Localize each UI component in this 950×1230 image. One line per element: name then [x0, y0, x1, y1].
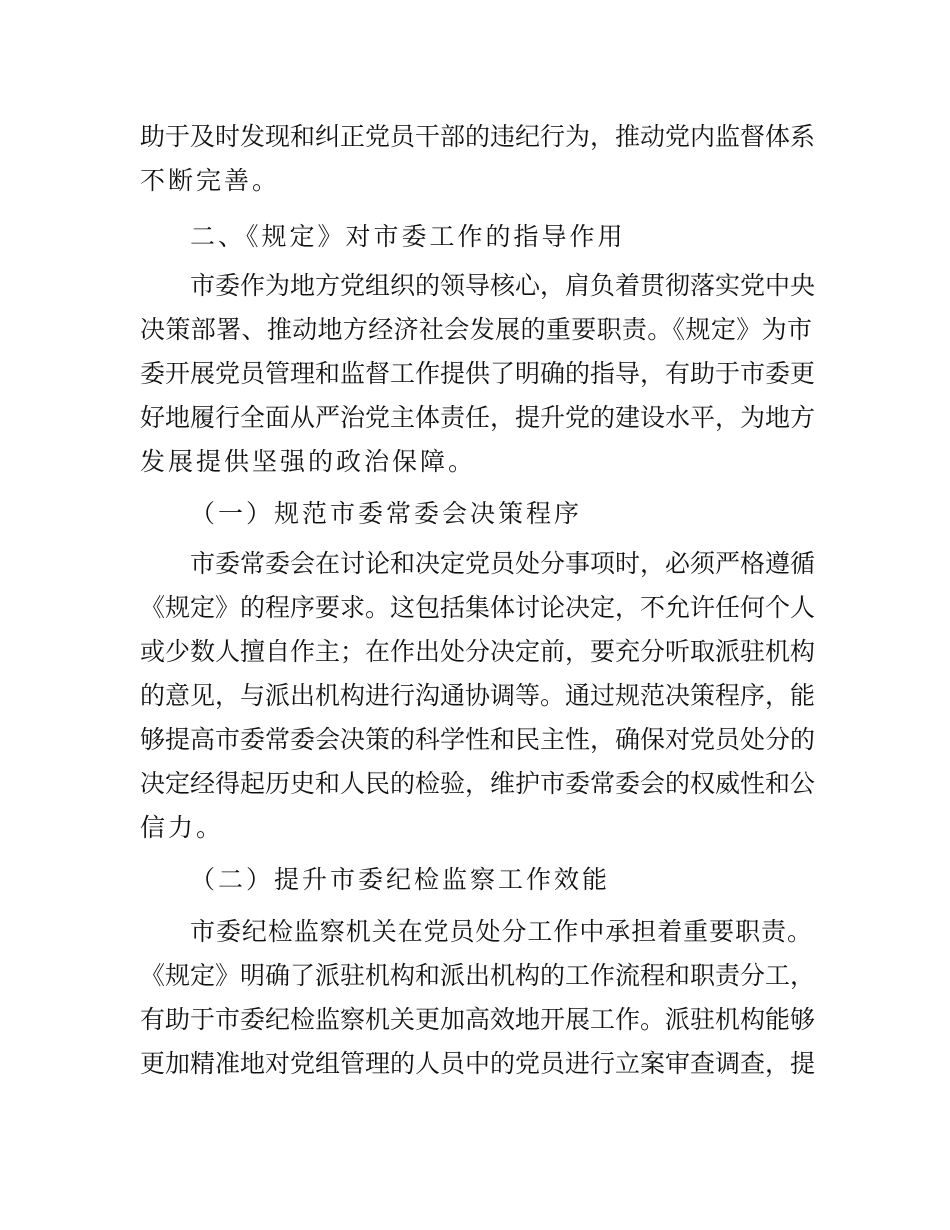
- paragraph-line: 的意见，与派出机构进行沟通协调等。通过规范决策程序，能: [140, 681, 816, 710]
- paragraph-line: 《规定》明确了派驻机构和派出机构的工作流程和职责分工，: [140, 961, 816, 990]
- subsection-heading: （一）规范市委常委会决策程序: [190, 499, 583, 528]
- paragraph-line: 决策部署、推动地方经济社会发展的重要职责。《规定》为市: [140, 315, 812, 344]
- paragraph-line: 够提高市委常委会决策的科学性和民主性，确保对党员处分的: [140, 725, 816, 754]
- paragraph-line: 市委纪检监察机关在党员处分工作中承担着重要职责。: [190, 917, 812, 946]
- section-heading: 二、《规定》对市委工作的指导作用: [190, 222, 626, 251]
- paragraph-line: 助于及时发现和纠正党员干部的违纪行为，推动党内监督体系: [140, 122, 816, 151]
- paragraph-line: 有助于市委纪检监察机关更加高效地开展工作。派驻机构能够: [140, 1005, 816, 1034]
- paragraph-line: 发展提供坚强的政治保障。: [140, 447, 477, 476]
- subsection-heading: （二）提升市委纪检监察工作效能: [190, 865, 611, 894]
- paragraph-line: 好地履行全面从严治党主体责任，提升党的建设水平，为地方: [140, 403, 816, 432]
- paragraph-line: 委开展党员管理和监督工作提供了明确的指导，有助于市委更: [140, 359, 816, 388]
- paragraph-line: 信力。: [140, 813, 225, 842]
- paragraph-line: 更加精准地对党组管理的人员中的党员进行立案审查调查，提: [140, 1049, 816, 1078]
- paragraph-line: 或少数人擅自作主；在作出处分决定前，要充分听取派驻机构: [140, 637, 816, 666]
- paragraph-line: 市委常委会在讨论和决定党员处分事项时，必须严格遵循: [190, 549, 816, 578]
- paragraph-line: 市委作为地方党组织的领导核心，肩负着贯彻落实党中央: [190, 271, 816, 300]
- paragraph-line: 决定经得起历史和人民的检验，维护市委常委会的权威性和公: [140, 769, 816, 798]
- paragraph-line: 不断完善。: [140, 166, 281, 195]
- paragraph-line: 《规定》的程序要求。这包括集体讨论决定，不允许任何个人: [140, 593, 816, 622]
